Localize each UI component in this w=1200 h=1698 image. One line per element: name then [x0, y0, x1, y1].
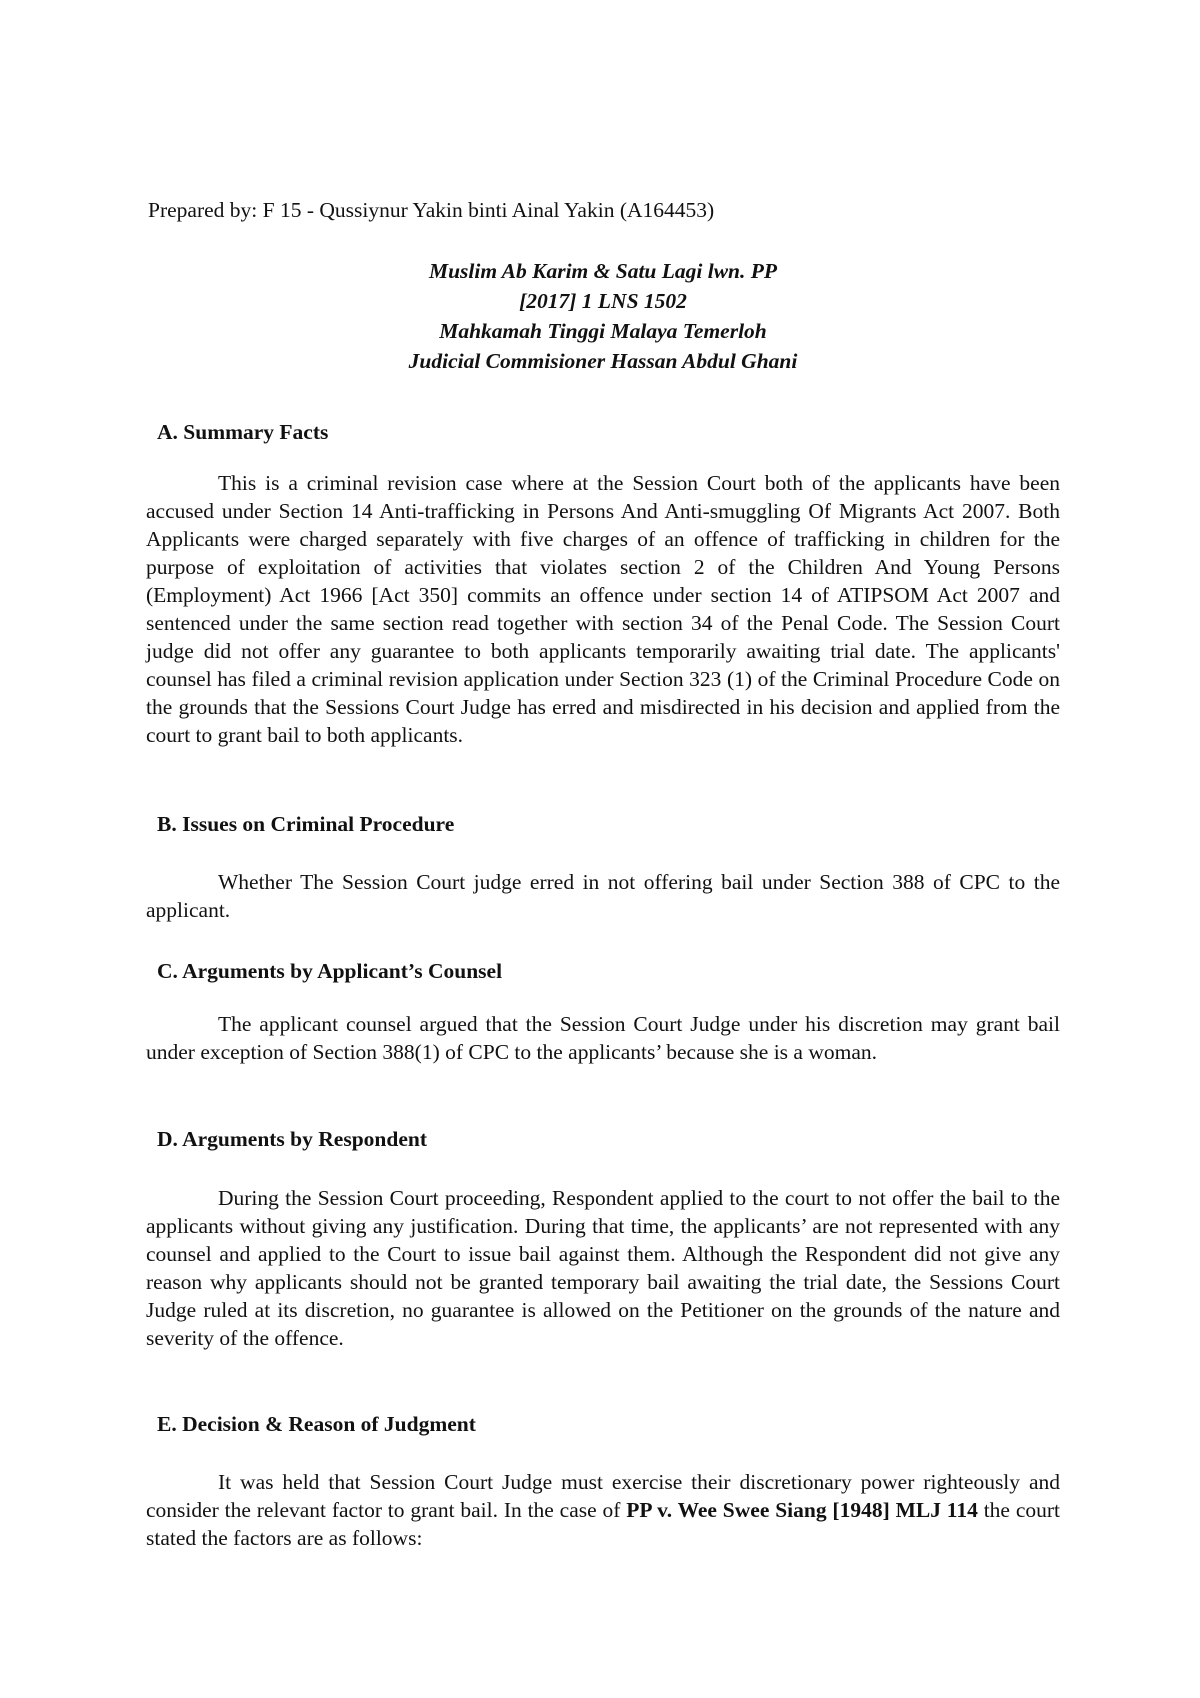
section-c-body: The applicant counsel argued that the Session Court Judge under his discretion may grant bail under exception of Section 388(1) of CPC to the applicants’ because she is a woman. [146, 1012, 1060, 1064]
section-b-body: Whether The Session Court judge erred in not offering bail under Section 388 of CPC to the applicant. [146, 870, 1060, 922]
prepared-by-line: Prepared by: F 15 - Qussiynur Yakin binti Ainal Yakin (A164453) [148, 198, 715, 222]
section-e-body [146, 1468, 1060, 1552]
case-title: Muslim Ab Karim & Satu Lagi lwn. PP [428, 259, 778, 283]
section-a-heading: A. Summary Facts [157, 420, 329, 444]
case-header [148, 256, 1058, 376]
case-citation: [2017] 1 LNS 1502 [519, 289, 687, 313]
section-e-body-end: the court stated the factors are as follows: [146, 1498, 1060, 1550]
section-d-heading: D. Arguments by Respondent [157, 1127, 427, 1151]
case-judge: Judicial Commisioner Hassan Abdul Ghani [408, 349, 798, 373]
section-e-body-start: It was held that Session Court Judge must exercise their discretionary power righteously and consider the relevant factor to grant bail. In the case of [146, 1470, 1060, 1522]
section-a-body: This is a criminal revision case where at the Session Court both of the applicants have been accused under Section 14 Anti-trafficking in Persons And Anti-smuggling Of Migrants Act 2007. Both Applicants were charged separately with five charges of an offence of trafficking in children for the purpose of exploitation of activities that violates section 2 of the Children And Young Persons (Employment) Act 1966 [Act 350] commits an offence under section 14 of ATIPSOM Act 2007 and sentenced under the same section read together with section 34 of the Penal Code. The Session Court judge did not offer any guarantee to both applicants temporarily awaiting trial date. The applicants' counsel has filed a criminal revision application under Section 323 (1) of the Criminal Procedure Code on the grounds that the Sessions Court Judge has erred and misdirected in his decision and applied from the court to grant bail to both applicants. [146, 471, 1060, 747]
section-c-heading: C. Arguments by Applicant’s Counsel [157, 959, 503, 983]
case-reference: PP v. Wee Swee Siang [1948] MLJ 114 [626, 1498, 978, 1522]
case-court: Mahkamah Tinggi Malaya Temerloh [439, 319, 767, 343]
section-d-body: During the Session Court proceeding, Respondent applied to the court to not offer the bail to the applicants without giving any justification. During that time, the applicants’ are not represented with any counsel and applied to the Court to issue bail against them. Although the Respondent did not give any reason why applicants should not be granted temporary bail awaiting the trial date, the Sessions Court Judge ruled at its discretion, no guarantee is allowed on the Petitioner on the grounds of the nature and severity of the offence. [146, 1186, 1060, 1350]
section-e-heading: E. Decision & Reason of Judgment [157, 1412, 476, 1436]
section-b-heading: B. Issues on Criminal Procedure [157, 812, 455, 836]
